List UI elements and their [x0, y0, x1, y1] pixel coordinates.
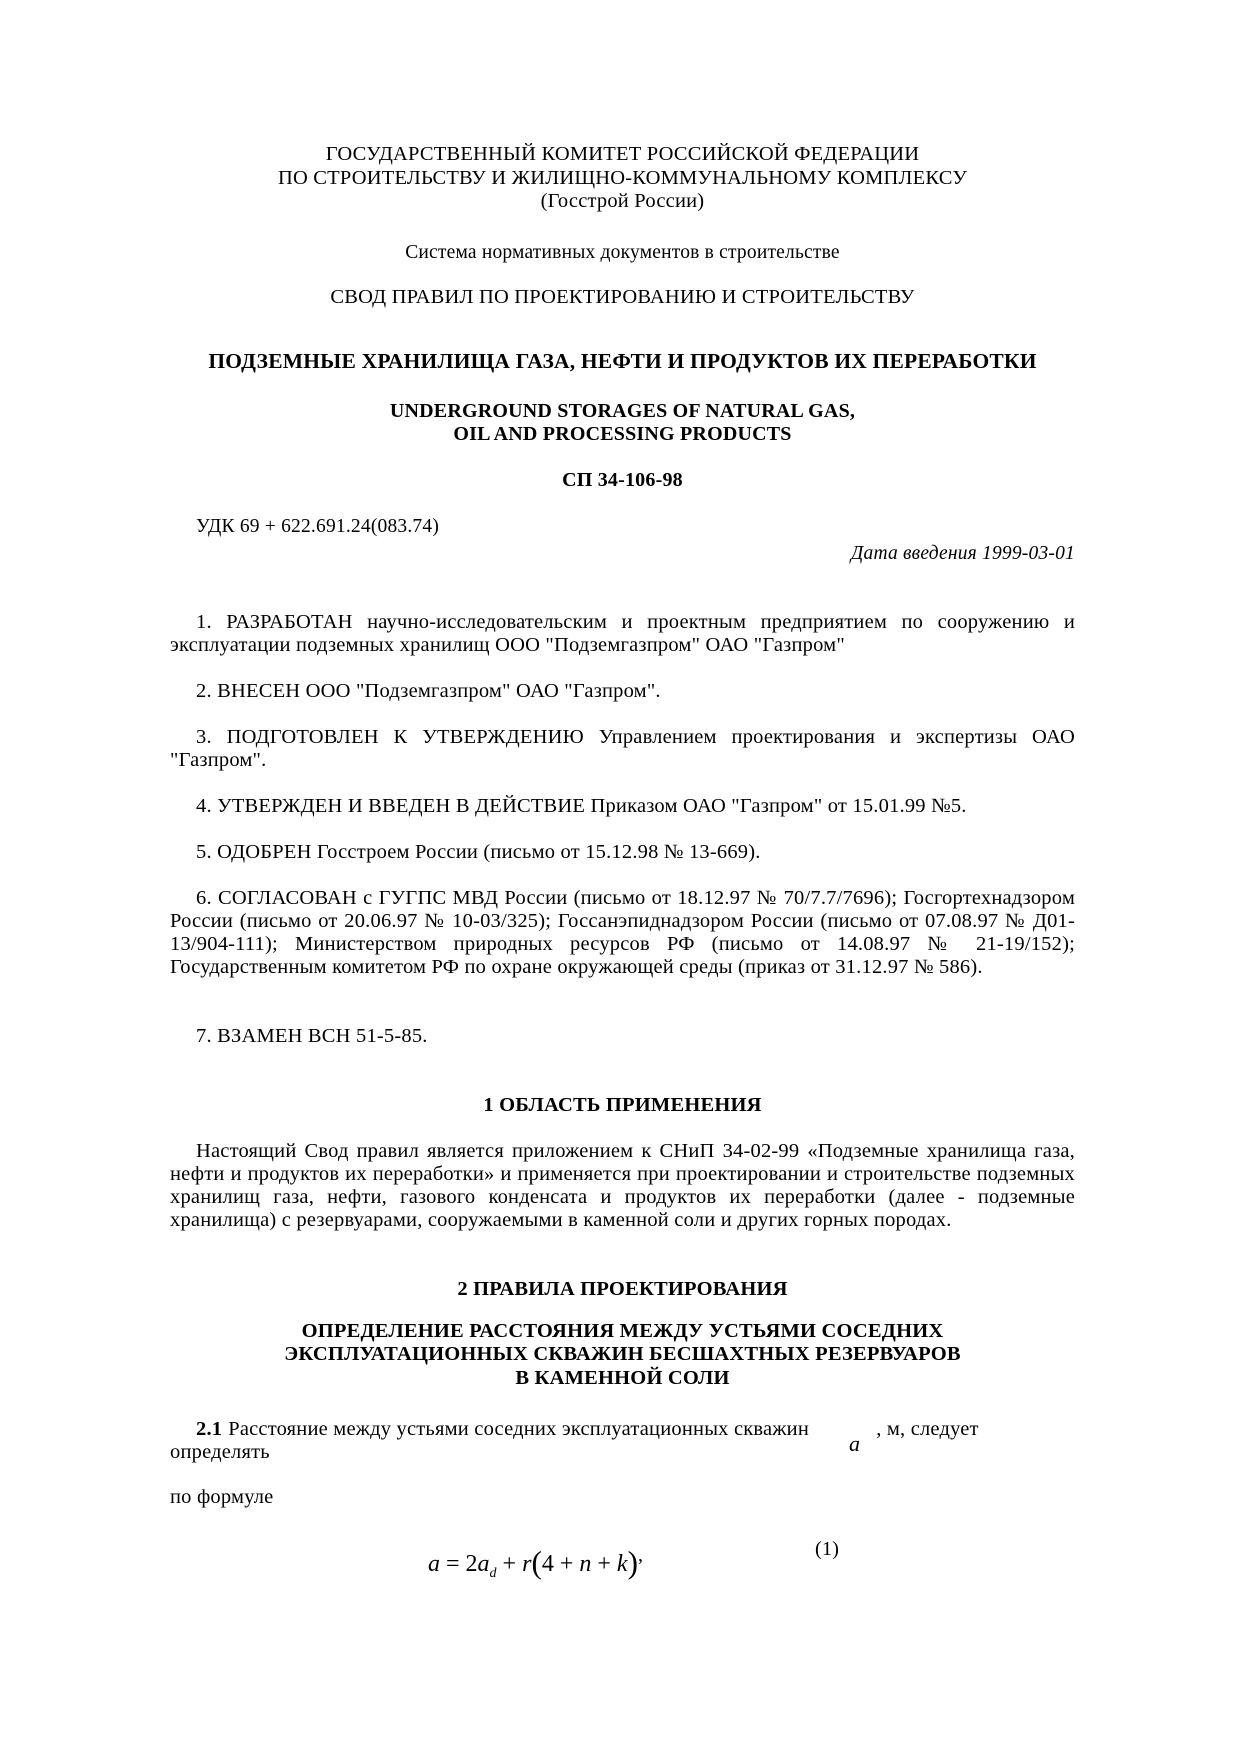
formula-const-4: 4	[541, 1551, 554, 1577]
open-paren: (	[531, 1545, 542, 1580]
subheading-line-2: ЭКСПЛУАТАЦИОННЫХ СКВАЖИН БЕСШАХТНЫХ РЕЗЕРВУАРОВ	[284, 1343, 961, 1365]
formula-equation	[428, 1544, 643, 1582]
formula-block	[170, 1538, 1075, 1590]
equals-sign: =	[446, 1551, 460, 1577]
org-line-3: (Госстрой России)	[540, 190, 705, 212]
svod-line: СВОД ПРАВИЛ ПО ПРОЕКТИРОВАНИЮ И СТРОИТЕЛЬСТВУ	[330, 285, 915, 308]
formula-var-r: r	[522, 1551, 532, 1577]
system-line: Система нормативных документов в строительстве	[405, 241, 840, 263]
section-2-heading: 2 ПРАВИЛА ПРОЕКТИРОВАНИЯ	[457, 1277, 788, 1300]
section-1-body: Настоящий Свод правил является приложением к СНиП 34-02-99 «Подземные хранилища газа, нефти и продуктов их переработки» и применяется при проектировании и строительстве подземных хранилищ газа, нефти, газового конденсата и продуктов их переработки (далее - подземные хранилища) с резервуарами, сооружаемыми в каменной соли и других горных породах.	[170, 1139, 1075, 1231]
plus-sign: +	[559, 1551, 574, 1577]
org-heading	[170, 143, 1075, 214]
foreword-item-7: 7. ВЗАМЕН ВСН 51-5-85.	[196, 1024, 428, 1047]
formula-var-a: a	[428, 1551, 440, 1577]
subheading-line-3: В КАМЕННОЙ СОЛИ	[515, 1366, 730, 1389]
section-1-heading: 1 ОБЛАСТЬ ПРИМЕНЕНИЯ	[483, 1093, 762, 1116]
formula-trailing-comma: ,	[637, 1544, 643, 1566]
document-content	[170, 143, 1075, 1590]
variable-a-inline: a	[849, 1431, 861, 1456]
close-paren: )	[627, 1545, 638, 1580]
plus-sign: +	[502, 1551, 517, 1577]
doc-code: СП 34-106-98	[562, 468, 683, 491]
org-line-1: ГОСУДАРСТВЕННЫЙ КОМИТЕТ РОССИЙСКОЙ ФЕДЕРАЦИИ	[325, 143, 920, 165]
plus-sign: +	[597, 1551, 611, 1577]
foreword-item-6: 6. СОГЛАСОВАН с ГУГПС МВД России (письмо от 18.12.97 № 70/7.7/7696); Госгортехнадзором России (письмо от 20.06.97 № 10-03/325); Госсанэпиднадзором России (письмо от 07.08.97 № Д01-13/904-111); Министерством природных ресурсов РФ (письмо от 14.08.97 № 21-19/152); Государственным комитетом РФ по охране окружающей среды (приказ от 31.12.97 № 586).	[170, 886, 1075, 978]
clause-2-1	[170, 1416, 1075, 1464]
foreword-item-3: 3. ПОДГОТОВЛЕН К УТВЕРЖДЕНИЮ Управлением проектирования и экспертизы ОАО "Газпром".	[170, 725, 1075, 771]
foreword-item-4: 4. УТВЕРЖДЕН И ВВЕДЕН В ДЕЙСТВИЕ Приказом ОАО "Газпром" от 15.01.99 №5.	[196, 794, 967, 817]
udk-line: УДК 69 + 622.691.24(083.74)	[196, 515, 440, 537]
formula-number: (1)	[815, 1538, 839, 1560]
doc-title-en-line1: UNDERGROUND STORAGES OF NATURAL GAS,	[389, 399, 856, 422]
doc-title-en-line2: OIL AND PROCESSING PRODUCTS	[453, 422, 792, 445]
doc-title-en	[170, 400, 1075, 446]
formula-coefficient: 2	[465, 1551, 478, 1577]
org-line-2: ПО СТРОИТЕЛЬСТВУ И ЖИЛИЩНО-КОММУНАЛЬНОМУ КОМПЛЕКСУ	[277, 166, 968, 189]
foreword-item-1: 1. РАЗРАБОТАН научно-исследовательским и проектным предприятием по сооружению и эксплуатации подземных хранилищ ООО "Подземгазпром" ОАО "Газпром"	[170, 610, 1075, 656]
formula-var-k: k	[616, 1551, 628, 1577]
formula-subscript-d: d	[489, 1565, 497, 1581]
formula-var-ad: a	[477, 1551, 490, 1577]
formula-var-n: n	[579, 1551, 592, 1577]
clause-text-before: Расстояние между устьями соседних эксплуатационных скважин	[228, 1418, 810, 1440]
introduction-date: Дата введения 1999-03-01	[850, 542, 1075, 564]
clause-text-after: , м, следует определять	[170, 1418, 979, 1463]
section-2-subheading	[170, 1320, 1075, 1391]
foreword-item-5: 5. ОДОБРЕН Госстроем России (письмо от 15.12.98 № 13-669).	[196, 840, 761, 863]
doc-title-ru: ПОДЗЕМНЫЕ ХРАНИЛИЩА ГАЗА, НЕФТИ И ПРОДУКТОВ ИХ ПЕРЕРАБОТКИ	[208, 348, 1037, 373]
subheading-line-1: ОПРЕДЕЛЕНИЕ РАССТОЯНИЯ МЕЖДУ УСТЬЯМИ СОСЕДНИХ	[301, 1319, 944, 1342]
foreword-item-2: 2. ВНЕСЕН ООО "Подземгазпром" ОАО "Газпром".	[196, 679, 661, 702]
clause-continuation: по формуле	[170, 1486, 274, 1508]
clause-number: 2.1	[196, 1418, 223, 1440]
